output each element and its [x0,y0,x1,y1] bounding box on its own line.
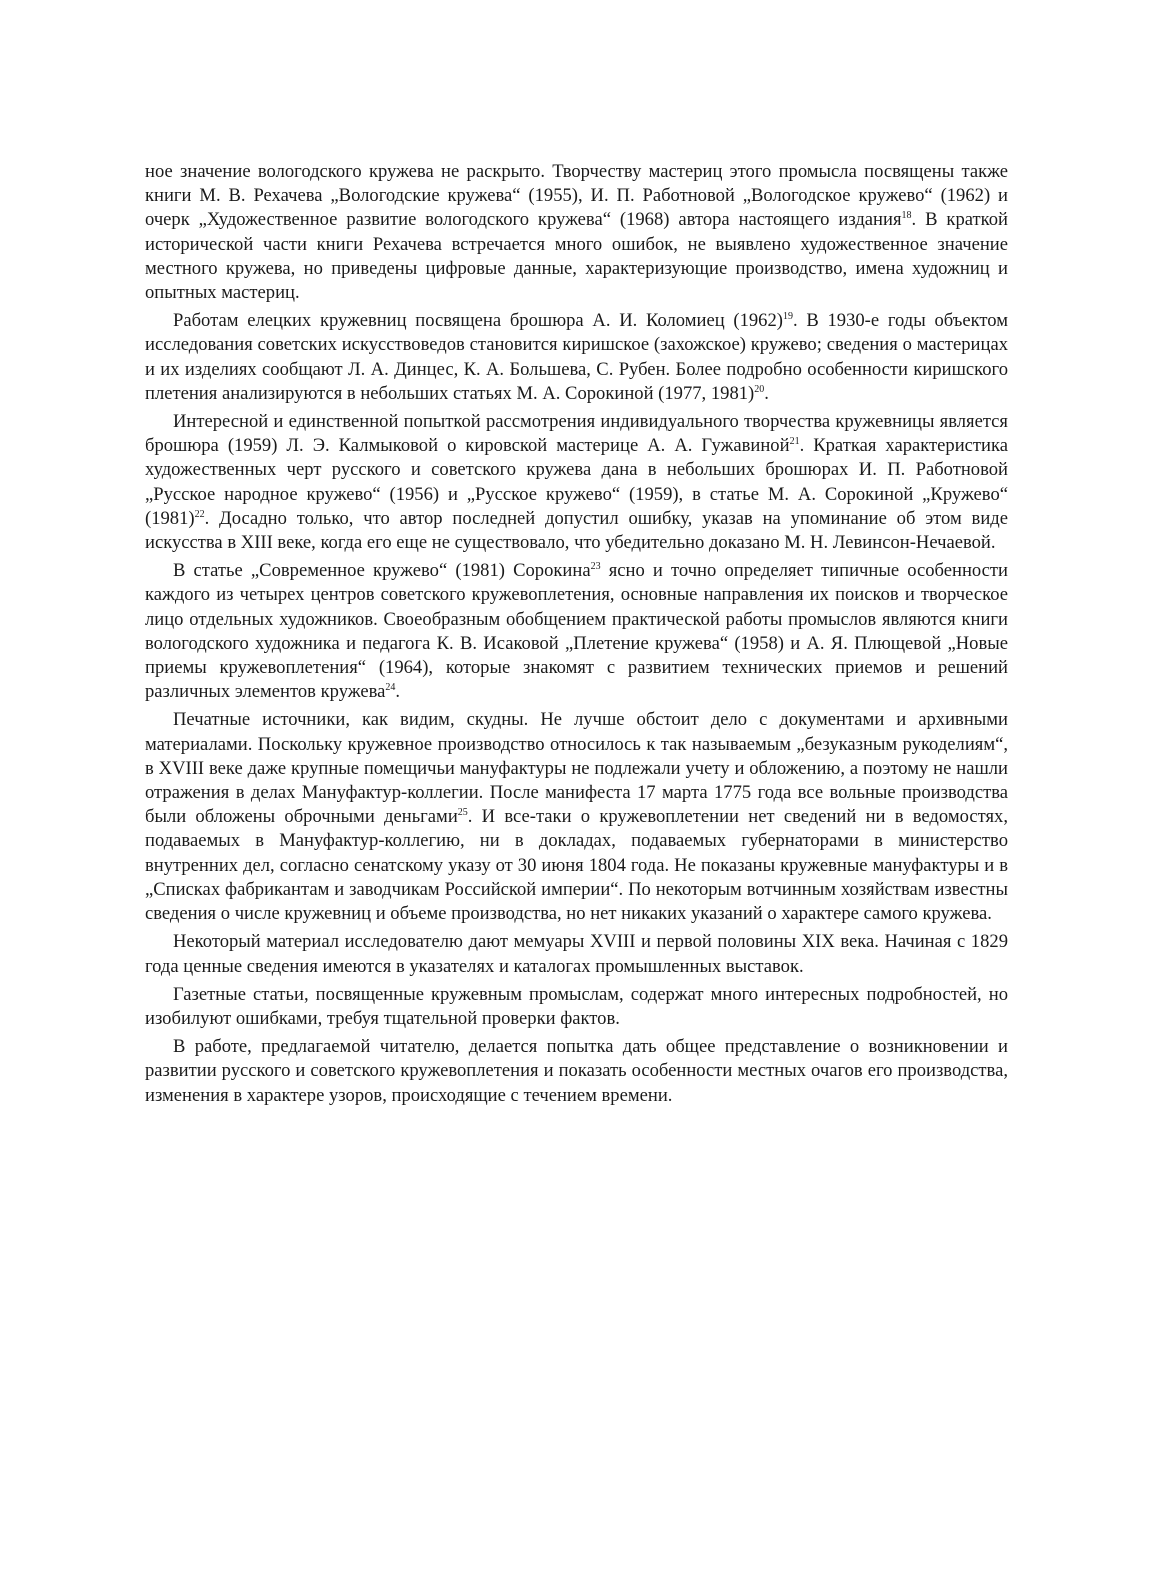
text-run: . В 1930-е годы объектом исследования советских искусствоведов становится киришское (захожское) кружево; сведения о мастерицах и их изделиях сообщают Л. А. Динцес, К. А. Большева, С. Рубен. Более подробно особенности киришского плетения анализируются в небольших статьях М. А. Сорокиной (1977, 1981) [145,310,1008,404]
paragraph-6 [145,930,1008,978]
text-run: ное значение вологодского кружева не раскрыто. Творчеству мастериц этого промысла посвящены также книги М. В. Рехачева „Вологодские кружева“ (1955), И. П. Работновой „Вологодское кружево“ (1962) и очерк „Художественное развитие вологодского кружева“ (1968) автора настоящего издания [145,161,1008,231]
paragraph-3 [145,410,1008,555]
paragraph-8 [145,1035,1008,1108]
paragraph-5 [145,708,1008,926]
paragraph-4 [145,559,1008,704]
paragraph-7 [145,983,1008,1031]
body-text [145,160,1008,1112]
paragraph-2 [145,309,1008,406]
text-run: Газетные статьи, посвященные кружевным промыслам, содержат много интересных подробностей, но изобилуют ошибками, требуя тщательной проверки фактов. [145,983,1008,1029]
text-run: В работе, предлагаемой читателю, делается попытка дать общее представление о возникновении и развитии русского и советского кружевоплетения и показать особенности местных очагов его производства, изменения в характере узоров, происходящие с течением времени. [145,1036,1008,1106]
text-run: . И все-таки о кружевоплетении нет сведений ни в ведомостях, подаваемых в Мануфактур-коллегию, ни в докладах, подаваемых губернаторами в министерство внутренних дел, согласно сенатскому указу от 30 июня 1804 года. Не показаны кружевные мануфактуры и в „Списках фабрикантам и заводчикам Российской империи“. По некоторым вотчинным хозяйствам известны сведения о числе кружевниц и объеме производства, но нет никаких указаний о характере самого кружева. [145,806,1008,925]
text-run: . Краткая характеристика художественных черт русского и советского кружева дана в небольших брошюрах И. П. Работновой „Русское народное кружево“ (1956) и „Русское кружево“ (1959), в статье М. А. Сорокиной „Кружево“ (1981) [145,435,1009,529]
text-run: Интересной и единственной попыткой рассмотрения индивидуального творчества кружевницы является брошюра (1959) Л. Э. Калмыковой о кировской мастерице А. А. Гужавиной [145,411,1008,457]
text-run: ясно и точно определяет типичные особенности каждого из четырех центров советского кружевоплетения, основные направления их поисков и творческое лицо отдельных художников. Своеобразным обобщением практической работы промыслов являются книги вологодского художника и педагога К. В. Исаковой „Плетение кружева“ (1958) и А. Я. Плющевой „Новые приемы кружевоплетения“ (1964), которые знакомят с развитием технических приемов и решений различных элементов кружева [145,560,1008,703]
text-run: Некоторый материал исследователю дают мемуары XVIII и первой половины XIX века. Начиная с 1829 года ценные сведения имеются в указателях и каталогах промышленных выставок. [145,931,1008,977]
text-run: Работам елецких кружевниц посвящена брошюра А. И. Коломиец (1962) [173,310,783,332]
footnote-ref-24: 24 [385,682,396,694]
footnote-ref-22: 22 [194,508,205,520]
text-run: . [764,382,769,404]
footnote-ref-19: 19 [782,311,793,323]
footnote-ref-25: 25 [457,807,468,819]
footnote-ref-21: 21 [789,436,800,448]
text-run: . В краткой исторической части книги Рехачева встречается много ошибок, не выявлено художественное значение местного кружева, но приведены цифровые данные, характеризующие производство, имена художниц и опытных мастериц. [145,209,1008,304]
paragraph-1 [145,160,1008,305]
footnote-ref-23: 23 [590,561,601,573]
footnote-ref-18: 18 [901,210,912,222]
text-run: . Досадно только, что автор последней допустил ошибку, указав на упоминание об этом виде искусства в XIII веке, когда его еще не существовало, что убедительно доказано М. Н. Левинсон-Нечаевой. [145,507,1008,554]
footnote-ref-20: 20 [754,383,765,395]
text-run: В статье „Современное кружево“ (1981) Сорокина [173,560,591,582]
text-run: Печатные источники, как видим, скудны. Не лучше обстоит дело с документами и архивными материалами. Поскольку кружевное производство относилось к так называемым „безуказным рукоделиям“, в XVIII веке даже крупные помещичьи мануфактуры не подлежали учету и обложению, а поэтому не нашли отражения в делах Мануфактур-коллегии. После манифеста 17 марта 1775 года все вольные производства были обложены оброчными деньгами [145,709,1008,828]
text-run: . [395,681,401,703]
